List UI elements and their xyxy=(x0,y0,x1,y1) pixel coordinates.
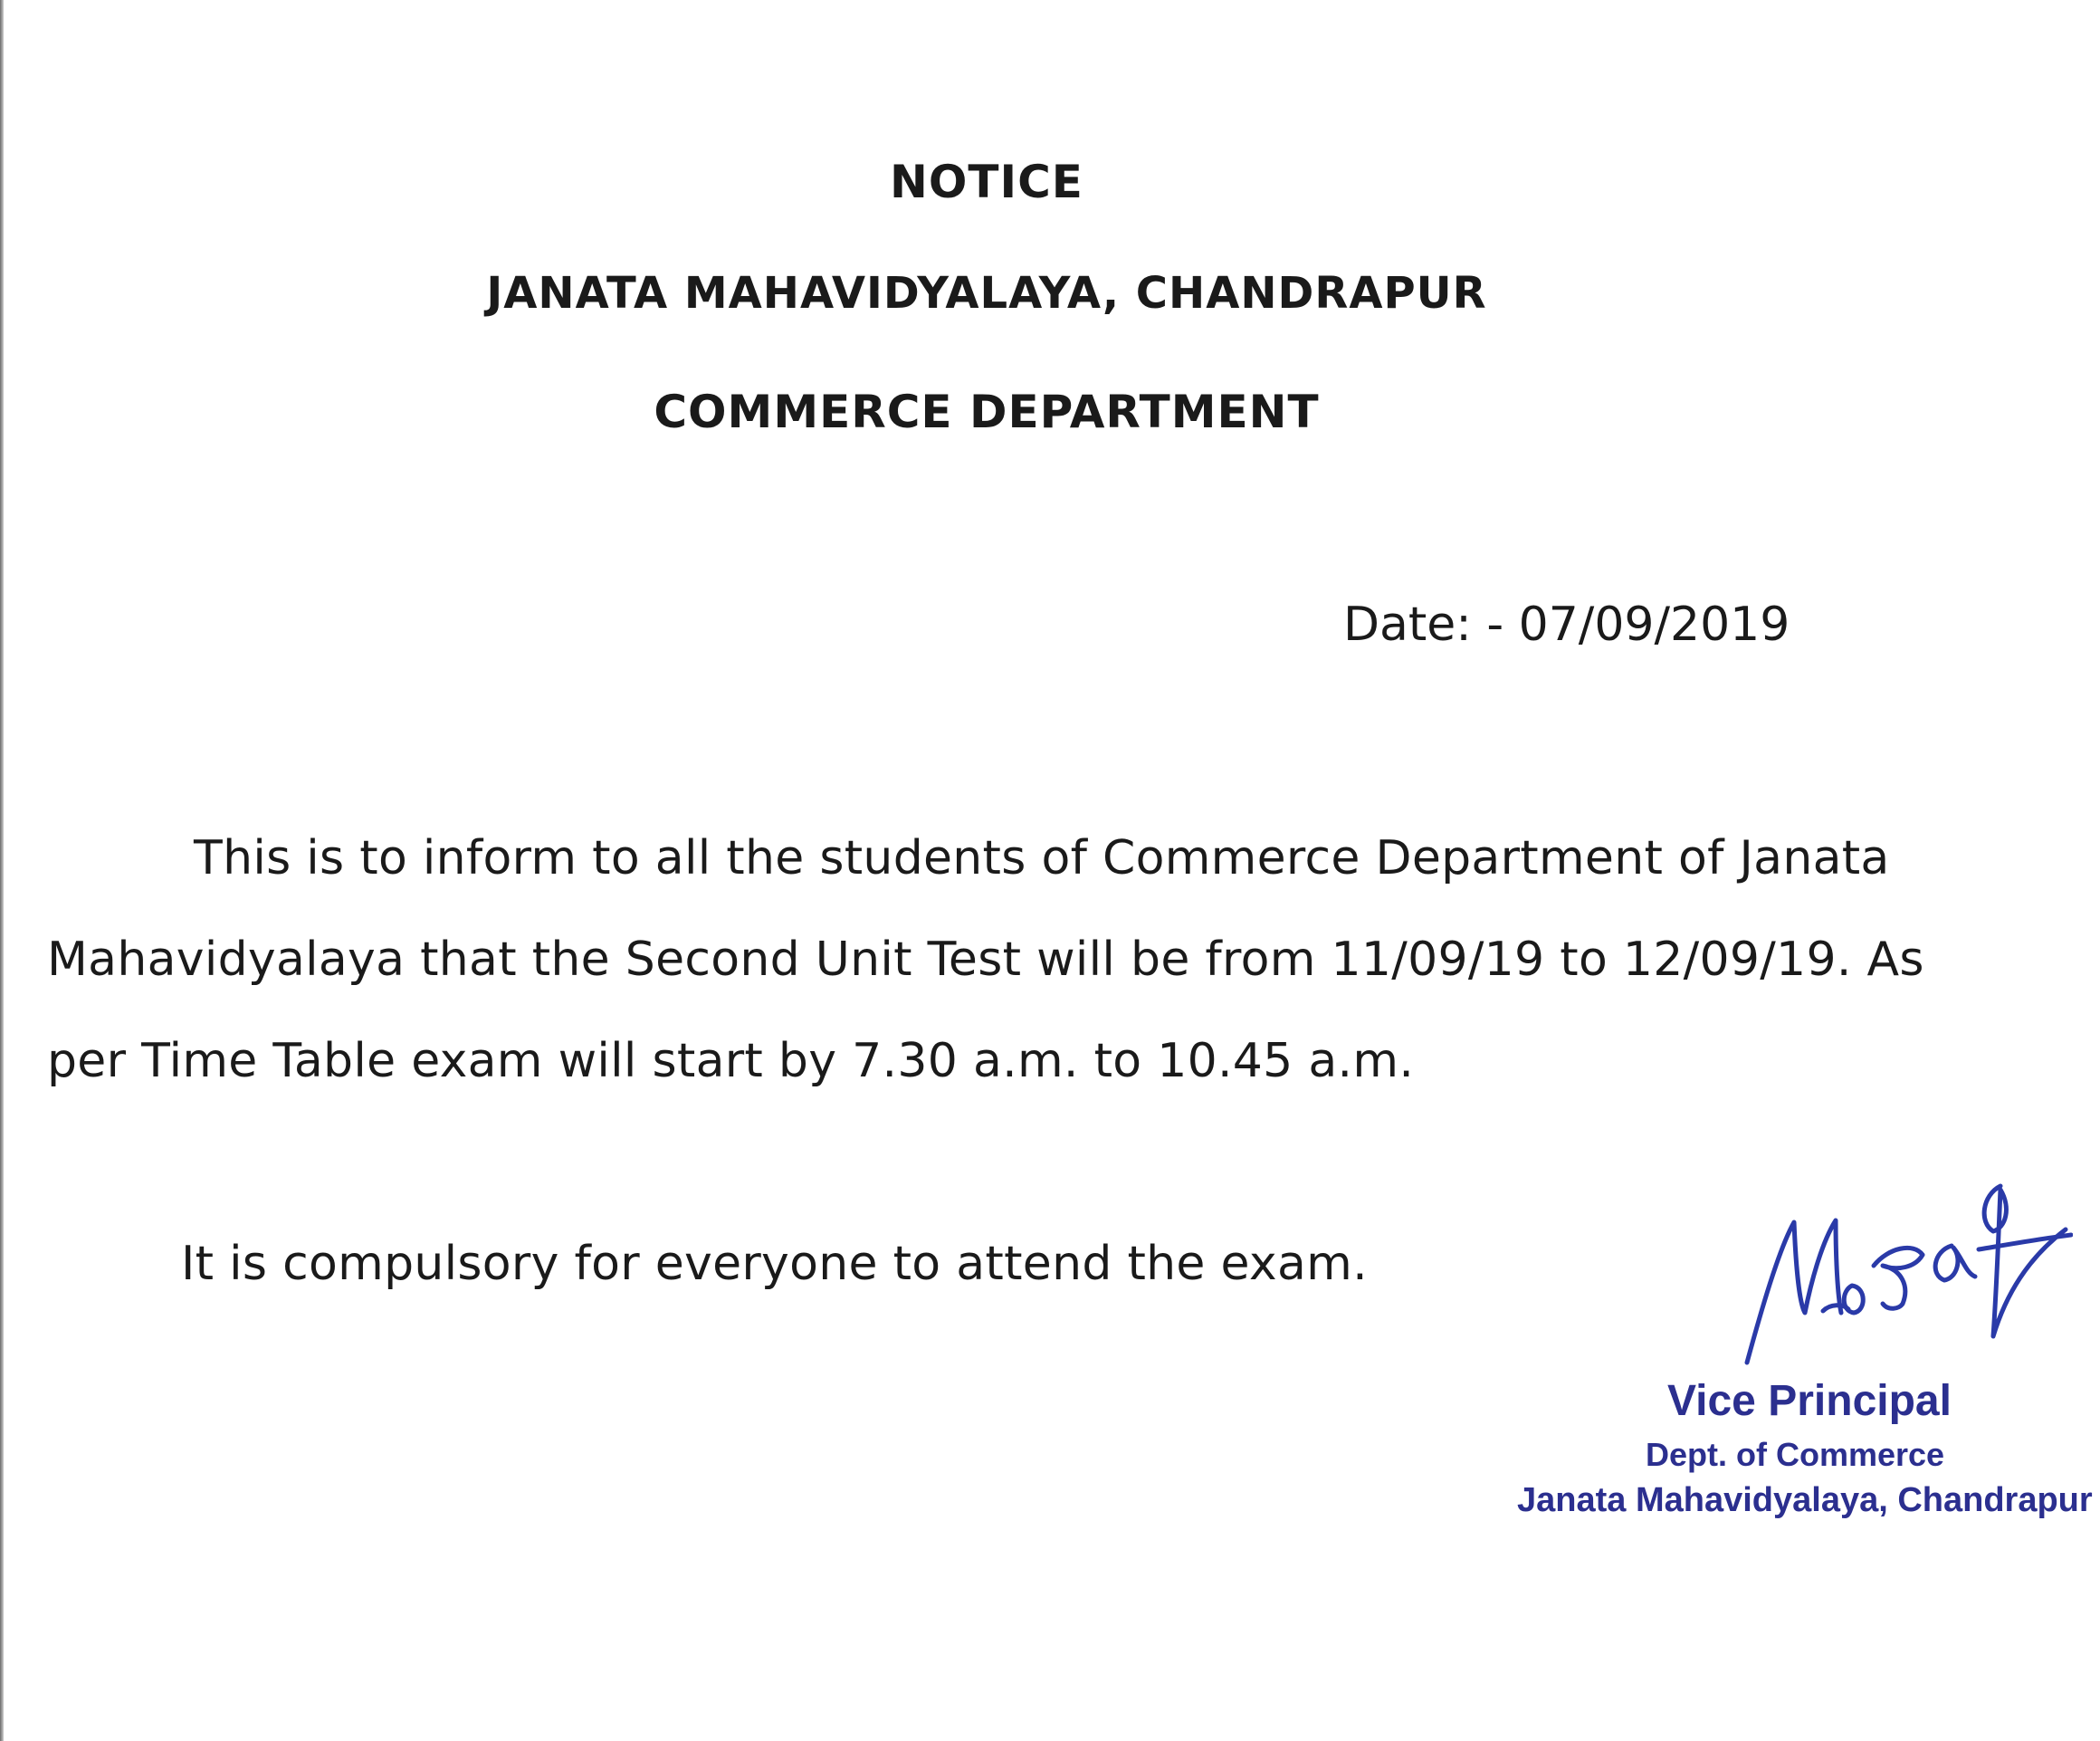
department-name: COMMERCE DEPARTMENT xyxy=(654,386,1320,438)
notice-date: Date: - 07/09/2019 xyxy=(1343,598,1790,652)
college-name: JANATA MAHAVIDYALAYA, CHANDRAPUR xyxy=(486,268,1487,319)
notice-paragraph-line-2: Mahavidyalaya that the Second Unit Test will be from 11/09/19 to 12/09/19. As xyxy=(47,933,1924,987)
stamp-college: Janata Mahavidyalaya, Chandrapur xyxy=(1517,1481,2093,1519)
stamp-title: Vice Principal xyxy=(1667,1377,1952,1425)
page-left-edge xyxy=(0,0,4,1741)
notice-paragraph-line-3: per Time Table exam will start by 7.30 a.m. to 10.45 a.m. xyxy=(47,1034,1415,1088)
stamp-department: Dept. of Commerce xyxy=(1646,1436,1945,1473)
notice-paragraph-line-1: This is to inform to all the students of Commerce Department of Janata xyxy=(194,831,1890,885)
notice-title: NOTICE xyxy=(890,156,1083,208)
notice-closing-line: It is compulsory for everyone to attend the exam. xyxy=(181,1237,1368,1291)
signature-icon xyxy=(1729,1168,2073,1376)
